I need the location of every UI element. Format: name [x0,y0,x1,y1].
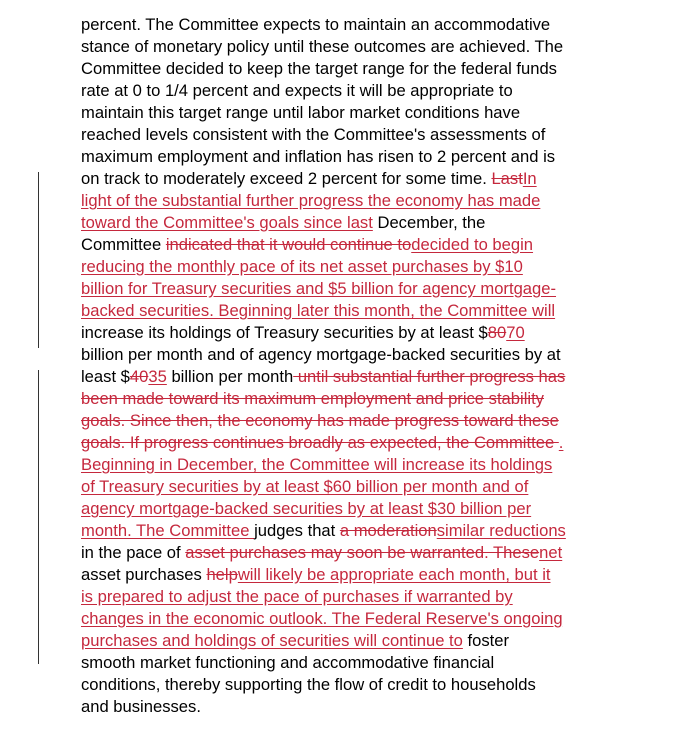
text-line [81,608,621,630]
text-run: reached levels consistent with the Committee's assessments of [81,125,546,144]
deleted-text: 80 [487,323,507,342]
text-run: least $ [81,367,130,386]
deleted-text: Last [491,169,523,188]
text-run: conditions, thereby supporting the flow of credit to households [81,675,536,694]
text-line [81,630,621,652]
text-line [81,498,621,520]
text-line [81,102,621,124]
text-run: maximum employment and inflation has risen to 2 percent and is [81,147,556,166]
inserted-text: agency mortgage-backed securities by at least $30 billion per [81,499,532,518]
text-run: foster [462,631,509,650]
inserted-text: billion for Treasury securities and $5 billion for agency mortgage- [81,279,557,298]
text-line [81,476,621,498]
text-run: stance of monetary policy until these outcomes are achieved. The [81,37,564,56]
inserted-text: month. The Committee [81,521,255,540]
inserted-text: will likely be appropriate each month, but it [237,565,551,584]
text-line [81,300,621,322]
inserted-text: reducing the monthly pace of its net asset purchases by $10 [81,257,523,276]
text-line [81,586,621,608]
change-bar-1 [38,172,39,348]
text-run: on track to moderately exceed 2 percent for some time. [81,169,492,188]
inserted-text: purchases and holdings of securities will continue to [81,631,463,650]
inserted-text: 70 [506,323,525,342]
text-line [81,58,621,80]
text-line [81,542,621,564]
deleted-text: goals. If progress continues broadly as expected, the Committee [81,433,559,452]
text-run: percent. The Committee expects to maintain an accommodative [81,15,551,34]
text-line [81,674,621,696]
text-line [81,454,621,476]
deleted-text: a moderation [339,521,437,540]
text-line [81,14,621,36]
deleted-text: help [206,565,238,584]
deleted-text: 40 [129,367,149,386]
text-line [81,432,621,454]
text-run: billion per month [166,367,294,386]
text-run: asset purchases [81,565,207,584]
inserted-text: backed securities. Beginning later this month, the Committee will [81,301,556,320]
deleted-text: indicated that it would continue to [165,235,412,254]
text-line [81,190,621,212]
inserted-text: is prepared to adjust the pace of purchases if warranted by [81,587,513,606]
inserted-text: similar reductions [436,521,566,540]
inserted-text: light of the substantial further progress the economy has made [81,191,541,210]
text-line [81,696,621,718]
text-line [81,388,621,410]
deleted-text: until substantial further progress has [293,367,566,386]
text-line [81,344,621,366]
deleted-text: asset purchases may soon be warranted. These [185,543,540,562]
text-line [81,146,621,168]
text-line [81,322,621,344]
inserted-text: 35 [148,367,167,386]
inserted-text: net [539,543,563,562]
deleted-text: been made toward its maximum employment and price stability [81,389,544,408]
text-run: billion per month and of agency mortgage-backed securities by at [81,345,561,364]
change-bar-2 [38,370,39,664]
text-line [81,234,621,256]
inserted-text: . [558,433,564,452]
text-line [81,212,621,234]
text-run: judges that [254,521,340,540]
inserted-text: Beginning in December, the Committee will increase its holdings [81,455,553,474]
text-run: Committee [81,235,166,254]
text-line [81,36,621,58]
inserted-text: changes in the economic outlook. The Federal Reserve's ongoing [81,609,563,628]
text-run: Committee decided to keep the target range for the federal funds [81,59,557,78]
inserted-text: In [522,169,537,188]
text-line [81,124,621,146]
deleted-text: goals. Since then, the economy has made progress toward these [81,411,559,430]
inserted-text: decided to begin [411,235,534,254]
text-run: in the pace of [81,543,186,562]
inserted-text: toward the Committee's goals since last [81,213,373,232]
text-line [81,410,621,432]
text-line [81,520,621,542]
text-line [81,256,621,278]
text-line [81,168,621,190]
text-run: smooth market functioning and accommodative financial [81,653,495,672]
text-run: rate at 0 to 1/4 percent and expects it will be appropriate to [81,81,513,100]
document-body [81,14,621,718]
text-line [81,80,621,102]
inserted-text: of Treasury securities by at least $60 billion per month and of [81,477,529,496]
text-line [81,366,621,388]
text-run: and businesses. [81,697,201,716]
text-run: December, the [372,213,486,232]
text-line [81,278,621,300]
text-line [81,564,621,586]
text-run: maintain this target range until labor market conditions have [81,103,521,122]
text-run: increase its holdings of Treasury securities by at least $ [81,323,488,342]
text-line [81,652,621,674]
